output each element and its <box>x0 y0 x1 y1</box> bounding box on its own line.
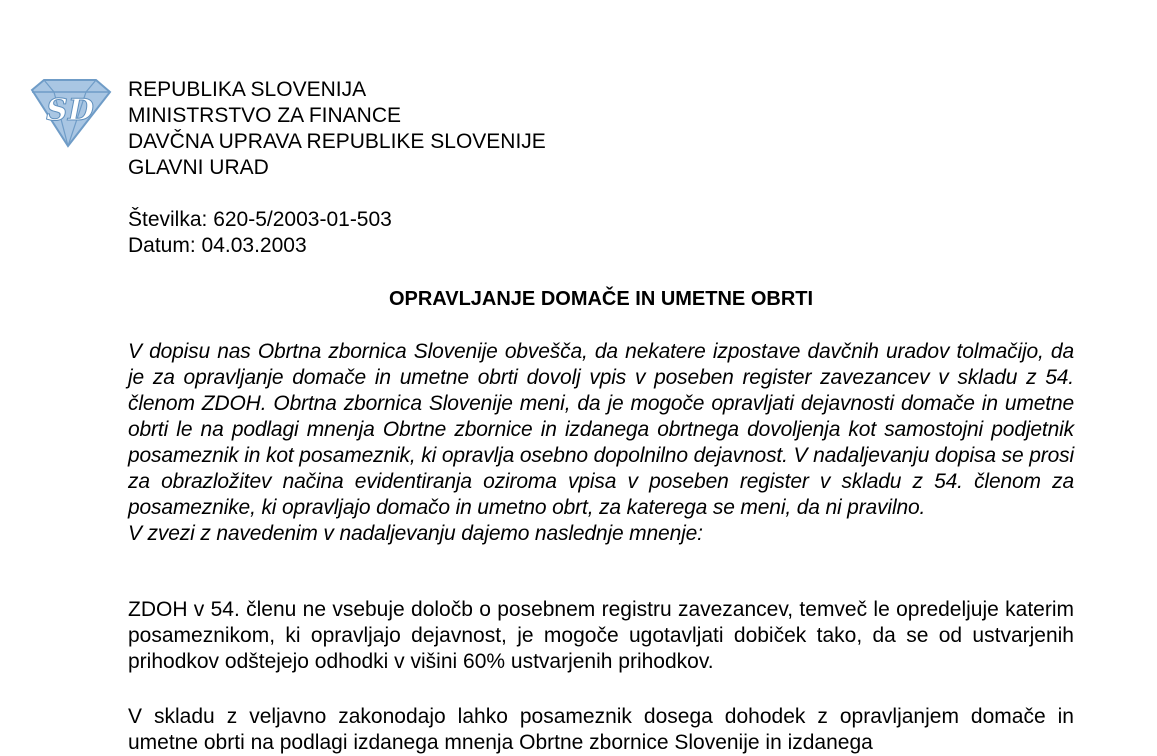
document-title: OPRAVLJANJE DOMAČE IN UMETNE OBRTI <box>388 288 814 310</box>
tax-administration-logo <box>28 78 112 148</box>
header-line-ministry: MINISTRSTVO ZA FINANCE <box>128 104 402 127</box>
paragraph-intro <box>128 339 1074 547</box>
paragraph-3: V skladu z veljavno zakonodajo lahko posameznik dosega dohodek z opravljanjem domače in umetne obrti na podlagi izdanega mnenja Obrtne zbornice Slovenije in izdanega <box>128 705 1074 754</box>
reference-date: Datum: 04.03.2003 <box>128 234 307 257</box>
reference-number: Številka: 620-5/2003-01-503 <box>128 208 392 231</box>
paragraph-intro-text: V dopisu nas Obrtna zbornica Slovenije obvešča, da nekatere izpostave davčnih uradov tolmačijo, da je za opravljanje domače in umetne obrti dovolj vpis v poseben register zavezancev v skladu z 54. členom ZDOH. Obrtna zbornica Slovenije meni, da je mogoče opravljati dejavnosti domače in umetne obrti le na podlagi mnenja Obrtne zbornice in izdanega obrtnega dovoljenja kot samostojni podjetnik posameznik in kot posameznik, ki opravlja osebno dopolnilno dejavnost. V nadaljevanju dopisa se prosi za obrazložitev načina evidentiranja oziroma vpisa v poseben register v skladu z 54. členom za posameznike, ki opravljajo domačo in umetno obrt, za katerega se meni, da ni pravilno. <box>128 340 1074 519</box>
header-line-main-office: GLAVNI URAD <box>128 156 269 179</box>
reference-block <box>128 207 392 259</box>
header-line-republic: REPUBLIKA SLOVENIJA <box>128 78 367 101</box>
issuer-header <box>128 77 546 181</box>
paragraph-intro-last-line: V zvezi z navedenim v nadaljevanju dajemo naslednje mnenje: <box>128 522 703 545</box>
paragraph-2: ZDOH v 54. členu ne vsebuje določb o posebnem registru zavezancev, temveč le opredeljuje katerim posameznikom, ki opravljajo dejavnost, je mogoče ugotavljati dobiček tako, da se od ustvarjenih prihodkov odštejejo odhodki v višini 60% ustvarjenih prihodkov. <box>128 598 1074 673</box>
logo-letters: SD <box>46 93 94 128</box>
header-line-tax-administration: DAVČNA UPRAVA REPUBLIKE SLOVENIJE <box>128 130 546 153</box>
